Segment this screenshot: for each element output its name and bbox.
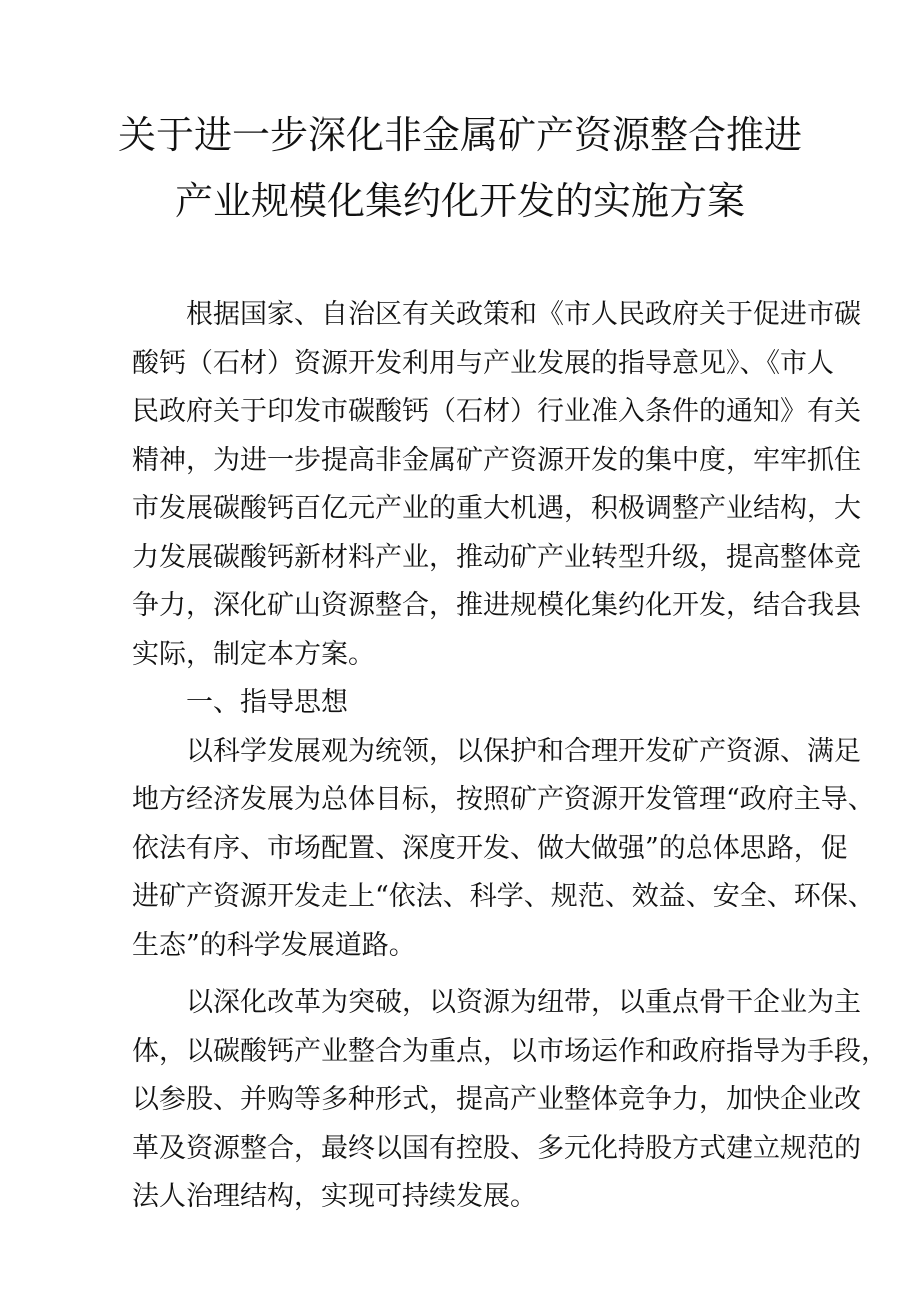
document-title-line-2: 产业规模化集约化开发的实施方案 xyxy=(174,179,745,223)
text-line: 以科学发展观为统领，以保护和合理开发矿产资源、满足 xyxy=(186,735,861,767)
text-line: 实际，制定本方案。 xyxy=(132,638,375,670)
text-line: 争力，深化矿山资源整合，推进规模化集约化开发，结合我县 xyxy=(132,590,861,621)
text-line: 力发展碳酸钙新材料产业，推动矿产业转型升级，提高整体竞 xyxy=(132,541,861,573)
text-line: 地方经济发展为总体目标，按照矿产资源开发管理“政府主导、 xyxy=(132,784,875,815)
text-line: 体，以碳酸钙产业整合为重点，以市场运作和政府指导为手段， xyxy=(132,1035,888,1067)
text-line: 生态”的科学发展道路。 xyxy=(132,929,416,961)
paragraph-guiding-principle xyxy=(132,728,875,971)
paragraph-spacer xyxy=(132,970,796,979)
text-line: 酸钙（石材）资源开发利用与产业发展的指导意见》、《市人 xyxy=(132,347,834,379)
text-line: 根据国家、自治区有关政策和《市人民政府关于促进市碳 xyxy=(186,299,861,330)
text-line: 民政府关于印发市碳酸钙（石材）行业准入条件的通知》有关 xyxy=(132,396,861,427)
document-body xyxy=(132,291,888,1222)
text-line: 进矿产资源开发走上“依法、科学、规范、效益、安全、环保、 xyxy=(132,881,875,912)
text-line: 革及资源整合，最终以国有控股、多元化持股方式建立规范的 xyxy=(132,1132,861,1164)
section-heading-text: 一、指导思想 xyxy=(186,687,348,718)
section-heading-guiding-ideology xyxy=(132,679,796,728)
document-title-line-1: 关于进一步深化非金属矿产资源整合推进 xyxy=(117,113,802,157)
text-line: 以参股、并购等多种形式，提高产业整体竞争力，加快企业改 xyxy=(132,1084,861,1115)
text-line: 依法有序、市场配置、深度开发、做大做强”的总体思路，促 xyxy=(132,832,848,864)
text-line: 法人治理结构，实现可持续发展。 xyxy=(132,1181,537,1212)
paragraph-reform-approach xyxy=(132,979,888,1222)
text-line: 以深化改革为突破，以资源为纽带，以重点骨干企业为主 xyxy=(186,987,861,1018)
text-line: 精神，为进一步提高非金属矿产资源开发的集中度，牢牢抓住 xyxy=(132,444,861,476)
text-line: 市发展碳酸钙百亿元产业的重大机遇，积极调整产业结构，大 xyxy=(132,493,861,524)
paragraph-intro xyxy=(132,291,861,679)
